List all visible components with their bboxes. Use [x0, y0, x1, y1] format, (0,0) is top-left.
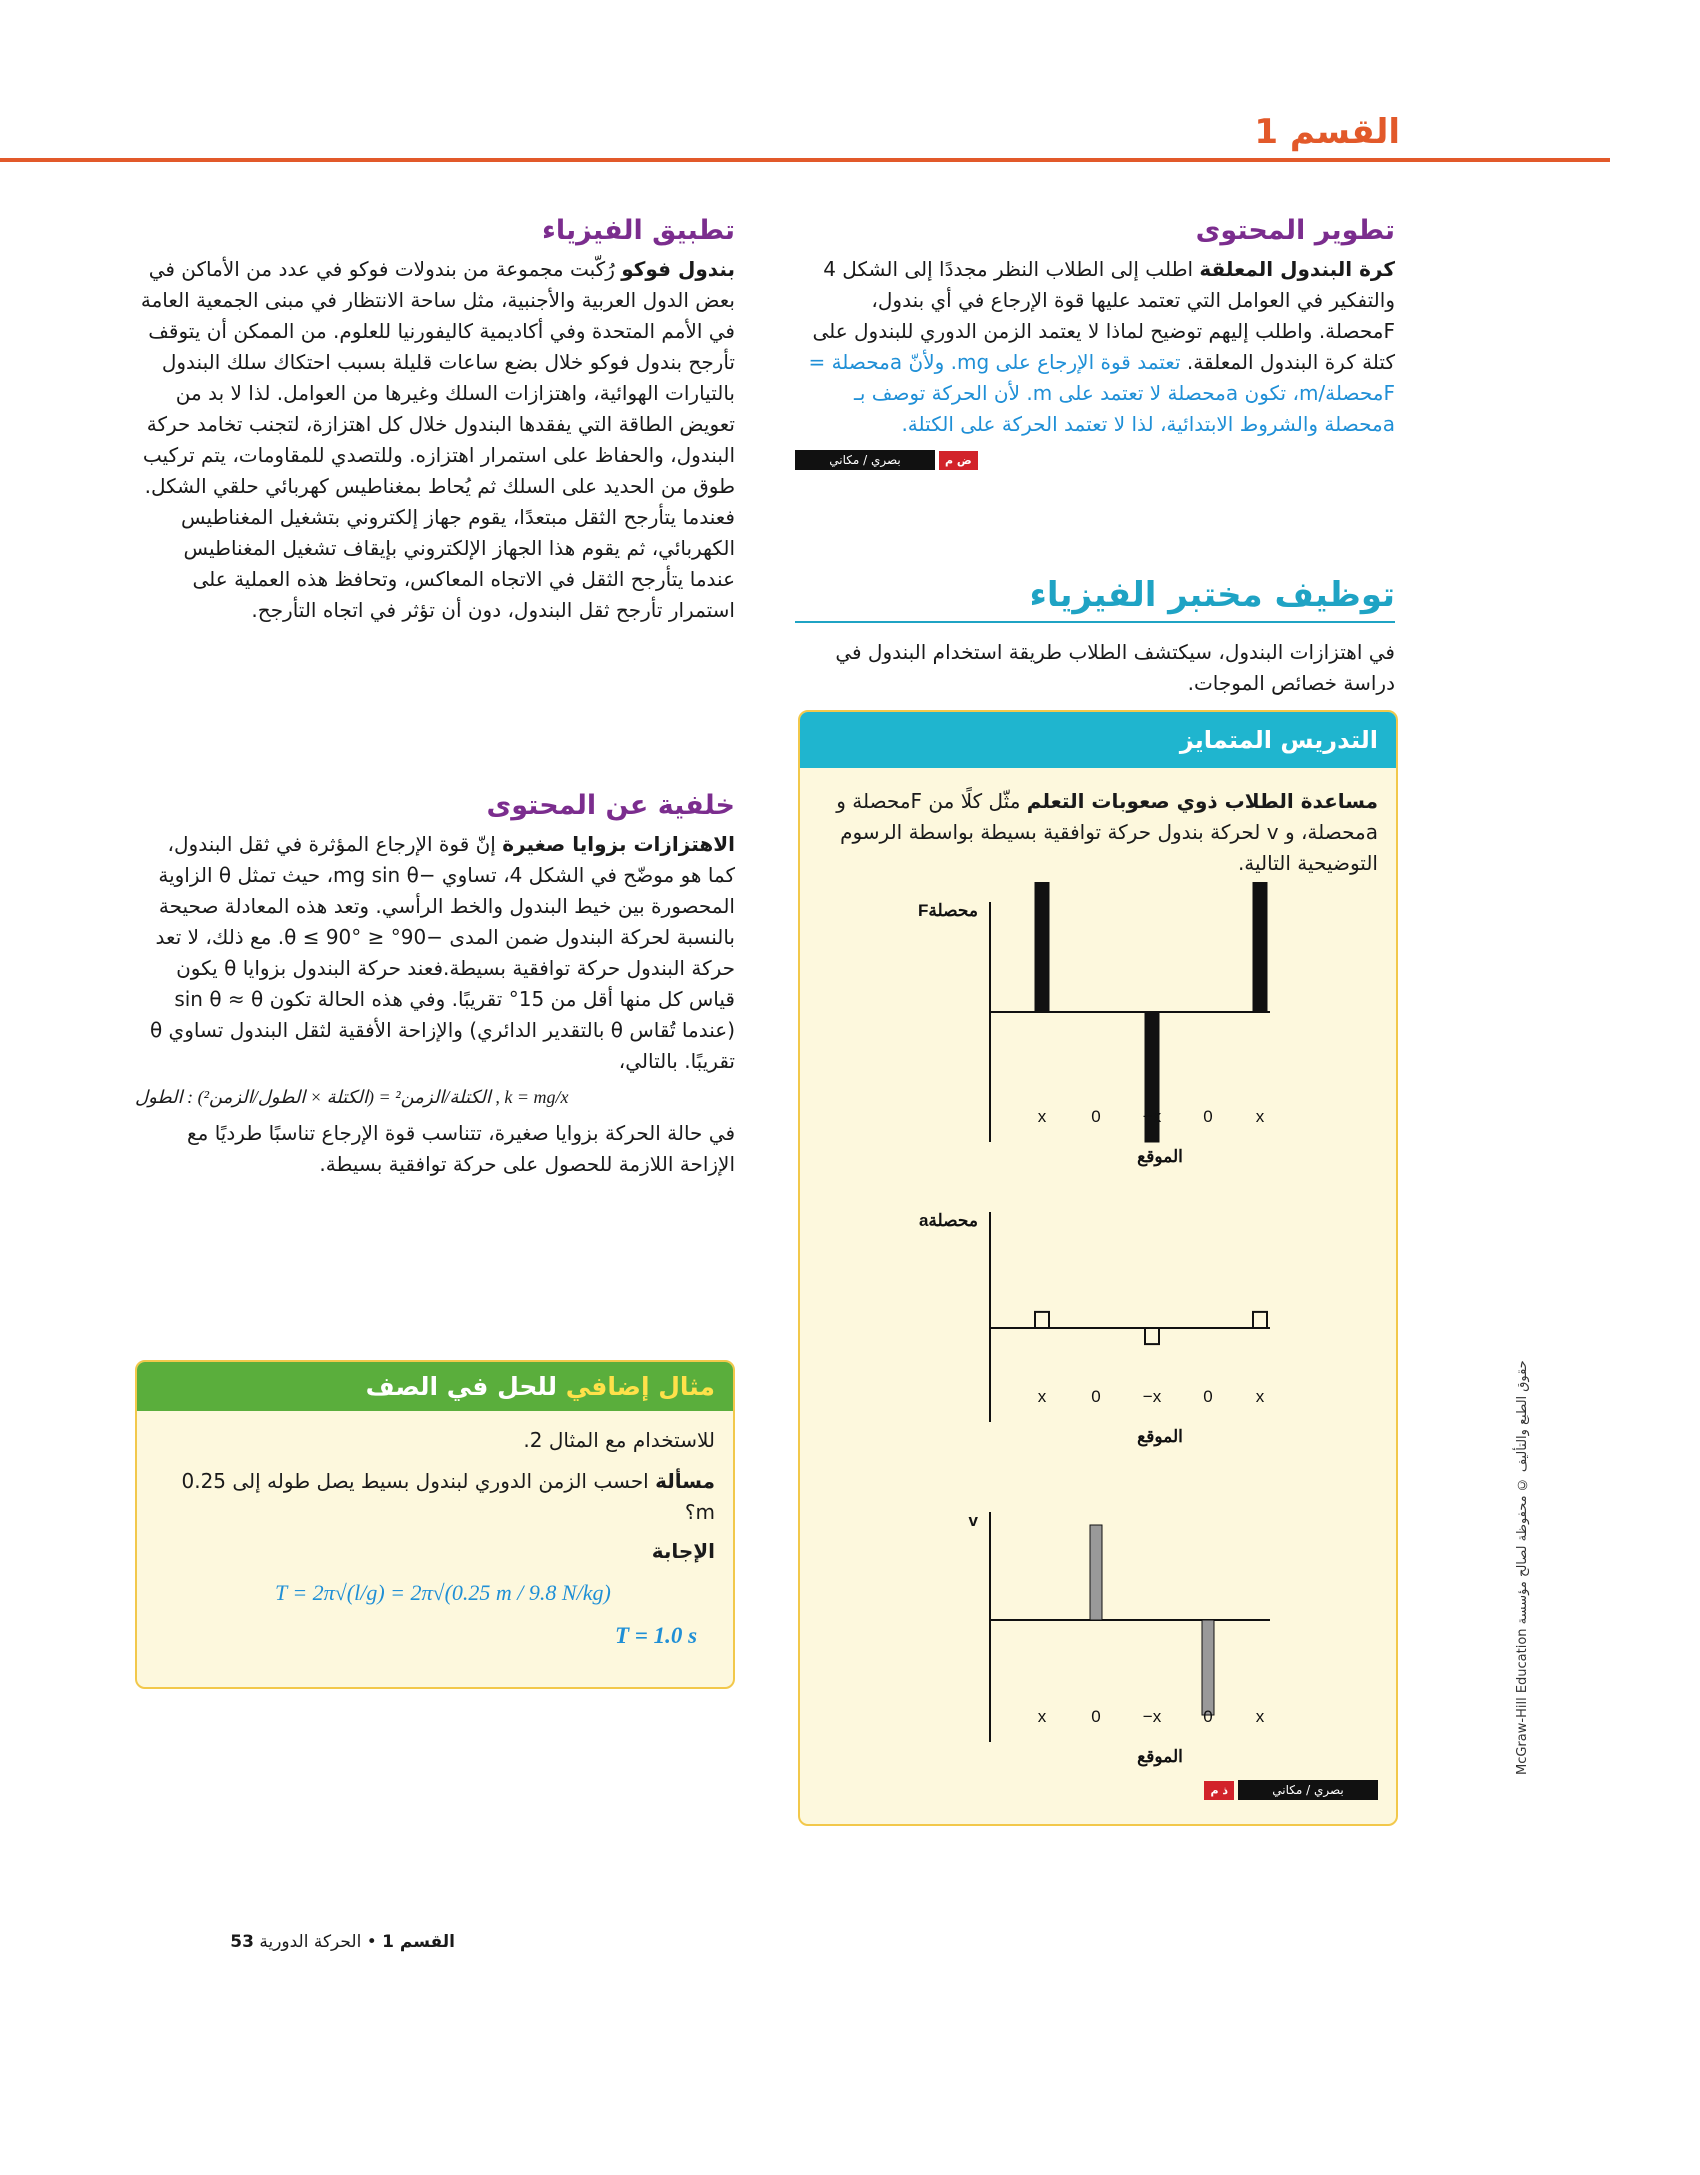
chart-1-title: aمحصلة — [918, 1211, 978, 1230]
content-dev-body — [795, 254, 1395, 440]
chart-1-tick-4: x — [1255, 1387, 1265, 1406]
example-answer-label: الإجابة — [651, 1539, 715, 1563]
chart-1-bar-4 — [1253, 1312, 1267, 1328]
example-heading-main: مثال إضافي — [565, 1372, 715, 1401]
chart-0-bar-0 — [1035, 882, 1049, 1012]
level-tag: ض م — [939, 451, 978, 470]
style-tag: بصري / مكاني — [795, 450, 935, 470]
example-result: T = 1.0 s — [615, 1623, 698, 1648]
diff-instruction-box — [798, 710, 1398, 1826]
example-use-with: للاستخدام مع المثال 2. — [523, 1428, 715, 1452]
footer-bullet: • — [361, 1932, 377, 1952]
physics-app-term: بندول فوكو — [621, 257, 735, 281]
background-section — [135, 790, 735, 1180]
chart-0-tick-4: x — [1255, 1107, 1265, 1126]
physics-app-body — [135, 254, 735, 626]
example-problem — [155, 1466, 715, 1528]
chart-2-bar-1 — [1090, 1525, 1102, 1620]
diff-instruction-body — [800, 768, 1396, 879]
content-dev-section — [795, 215, 1395, 470]
background-heading: خلفية عن المحتوى — [486, 790, 735, 821]
physics-lab-rule — [795, 621, 1395, 623]
physics-lab-text: في اهتزازات البندول، سيكتشف الطلاب طريقة استخدام البندول في دراسة خصائص الموجات. — [835, 640, 1395, 695]
chart-0-bar-4 — [1253, 882, 1267, 1012]
chart-2-tick-2: −x — [1142, 1707, 1162, 1726]
diff-tags — [1204, 1780, 1378, 1800]
background-text2: في حالة الحركة بزوايا صغيرة، تتناسب قوة الإرجاع تناسبًا طرديًا مع الإزاحة اللازمة للحصول على حركة توافقية بسيطة. — [187, 1121, 735, 1176]
footer — [135, 1932, 455, 1952]
physics-lab-section — [795, 575, 1395, 699]
motion-charts — [800, 882, 1396, 1862]
footer-page: 53 — [230, 1932, 254, 1952]
chart-0-tick-2: −x — [1142, 1107, 1162, 1126]
background-body — [135, 829, 735, 1077]
chart-1-bar-0 — [1035, 1312, 1049, 1328]
chart-0-xlabel: الموقع — [1137, 1147, 1183, 1166]
chart-1-tick-3: 0 — [1203, 1387, 1213, 1406]
diff-style-tag: بصري / مكاني — [1238, 1780, 1378, 1800]
diff-instruction-term: مساعدة الطلاب ذوي صعوبات التعلم — [1026, 789, 1378, 813]
chart-2-bar-3 — [1202, 1620, 1214, 1715]
example-heading-rest: للحل في الصف — [365, 1372, 558, 1401]
chart-2-tick-0: x — [1037, 1707, 1047, 1726]
content-dev-heading: تطوير المحتوى — [1195, 215, 1395, 246]
chart-0-tick-3: 0 — [1203, 1107, 1213, 1126]
background-term: الاهتزازات بزوايا صغيرة — [502, 832, 735, 856]
content-dev-term: كرة البندول المعلقة — [1199, 257, 1395, 281]
chart-0-tick-0: x — [1037, 1107, 1047, 1126]
example-formula: T = 2π√(l/g) = 2π√(0.25 m / 9.8 N/kg) — [275, 1580, 611, 1605]
chart-2-title: v — [968, 1511, 978, 1530]
example-problem-text: احسب الزمن الدوري لبندول بسيط يصل طوله إلى 0.25 m؟ — [181, 1469, 715, 1524]
copyright-sidebar: حقوق الطبع والتأليف © محفوظة لصالح مؤسسة McGraw-Hill Education — [1515, 1360, 1530, 1775]
chart-2-tick-1: 0 — [1091, 1707, 1101, 1726]
chart-0-tick-1: 0 — [1091, 1107, 1101, 1126]
physics-app-section — [135, 215, 735, 626]
chart-1-tick-2: −x — [1142, 1387, 1162, 1406]
diff-instruction-heading: التدريس المتمايز — [800, 712, 1396, 768]
content-dev-text: اطلب إلى الطلاب النظر مجددًا إلى الشكل 4 والتفكير في العوامل التي تعتمد عليها قوة الإرجاع في أي بندول، Fمحصلة. واطلب إليهم توضيح لماذا لا يعتمد الزمن الدوري للبندول على كتلة كرة البندول المعلقة. — [812, 257, 1395, 374]
example-body — [137, 1411, 733, 1651]
example-problem-label: مسألة — [655, 1469, 715, 1493]
chart-2-tick-3: 0 — [1203, 1707, 1213, 1726]
footer-section: القسم 1 — [382, 1932, 455, 1952]
physics-lab-heading: توظيف مختبر الفيزياء — [1029, 575, 1395, 615]
physics-app-heading: تطبيق الفيزياء — [542, 215, 735, 246]
background-text1: إنّ قوة الإرجاع المؤثرة في ثقل البندول، كما هو موضّح في الشكل 4، تساوي −mg sin θ، حيث تمثل θ الزاوية المحصورة بين خيط البندول والخط الرأسي. وتعد هذه المعادلة صحيحة بالنسبة لحركة البندول ضمن المدى −90° ≤ θ ≤ 90°. مع ذلك، لا تعد حركة البندول حركة توافقية بسيطة.فعند حركة البندول بزوايا θ يكون قياس كل منها أقل من 15° تقريبًا. وفي هذه الحالة تكون sin θ ≈ θ (عندما تُقاس θ بالتقدير الدائري) والإزاحة الأفقية لثقل البندول تساوي θ تقريبًا. بالتالي، — [149, 832, 735, 1073]
chart-1-xlabel: الموقع — [1137, 1427, 1183, 1446]
footer-chapter: الحركة الدورية — [259, 1932, 362, 1952]
example-heading — [137, 1362, 733, 1411]
section-header: القسم 1 — [1254, 112, 1400, 152]
chart-2-xlabel: الموقع — [1137, 1747, 1183, 1766]
chart-1-tick-0: x — [1037, 1387, 1047, 1406]
diff-instruction-text: مثّل كلًا من Fمحصلة و aمحصلة، و v لحركة بندول حركة توافقية بسيطة بواسطة الرسوم التوضيحية التالية. — [836, 789, 1378, 875]
background-formula: الكتلة/الزمن² = (الكتلة × الطول/الزمن²) : الطول , k = mg/x — [135, 1087, 569, 1107]
physics-app-text: رُكّبت مجموعة من بندولات فوكو في عدد من الأماكن في بعض الدول العربية والأجنبية، مثل ساحة الانتظار في مبنى الجمعية العامة في الأمم المتحدة وفي أكاديمية كاليفورنيا للعلوم. من الممكن أن يتوقف تأرجح بندول فوكو خلال بضع ساعات قليلة بسبب احتكاك سلك البندول بالتيارات الهوائية، واهتزازات السلك وغيرها من العوامل. لذا لا بد من تعويض الطاقة التي يفقدها البندول خلال كل اهتزازة، لتجنب تخامد حركة البندول، والحفاظ على استمرار اهتزازه. وللتصدي للمقاومات، يتم تركيب طوق من الحديد على السلك ثم يُحاط بمغناطيس كهربائي حلقي الشكل. فعندما يتأرجح الثقل مبتعدًا، يقوم جهاز إلكتروني بتشغيل المغناطيس الكهربائي، ثم يقوم هذا الجهاز الإلكتروني بإيقاف تشغيل المغناطيس عندما يتأرجح الثقل في الاتجاه المعاكس، وتحافظ هذه العملية على استمرار تأرجح ثقل البندول، دون أن تؤثر في اتجاه التأرجح. — [140, 257, 735, 622]
content-dev-tags — [795, 450, 1395, 470]
content-dev-answer: تعتمد قوة الإرجاع على mg. ولأنّ aمحصلة = Fمحصلة/m، تكون aمحصلة لا تعتمد على m. لأن الحركة توصف بـ aمحصلة والشروط الابتدائية، لذا لا تعتمد الحركة على الكتلة. — [808, 350, 1395, 436]
chart-0-title: Fمحصلة — [918, 901, 978, 920]
header-rule — [0, 158, 1610, 162]
diff-level-tag: ذ م — [1204, 1781, 1234, 1800]
chart-1-bar-2 — [1145, 1328, 1159, 1344]
chart-2-tick-4: x — [1255, 1707, 1265, 1726]
chart-1-tick-1: 0 — [1091, 1387, 1101, 1406]
example-box — [135, 1360, 735, 1689]
